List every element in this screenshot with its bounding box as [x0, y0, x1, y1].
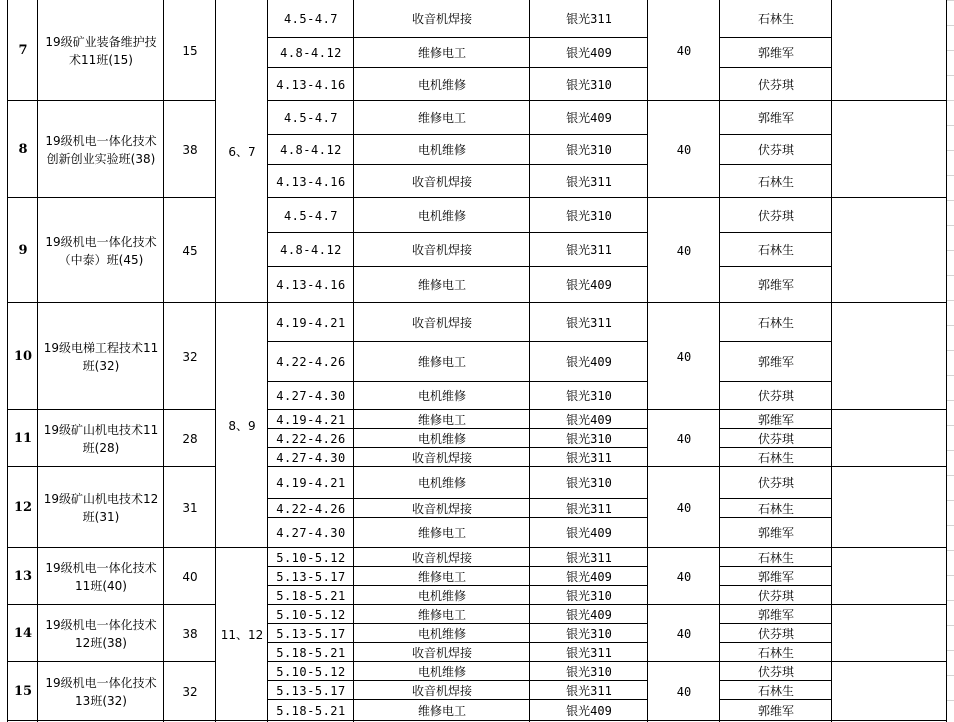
hours: 40 [676, 500, 692, 515]
class-name: 19级机电一体化技术12班(38) [45, 617, 157, 650]
row-divider [720, 699, 832, 700]
row-number: 8 [18, 141, 28, 157]
row-divider [947, 100, 954, 101]
class-name: 19级机电一体化技术创新创业实验班(38) [45, 133, 157, 166]
session-teacher: 伏芬琪 [757, 77, 794, 92]
session-dates: 4.8-4.12 [280, 46, 342, 60]
row-divider [947, 400, 954, 401]
row-divider [268, 164, 648, 165]
row-divider [268, 134, 648, 135]
row-divider [8, 604, 216, 605]
session-dates: 5.18-5.21 [276, 645, 346, 660]
session-course: 维修电工 [417, 526, 466, 540]
row-divider [947, 275, 954, 276]
session-dates: 5.13-5.17 [276, 569, 346, 584]
row-number: 10 [13, 348, 33, 364]
class-name: 19级矿山机电技术11班(28) [43, 422, 159, 455]
row-number: 9 [18, 242, 28, 258]
student-count: 32 [182, 349, 198, 364]
row-divider [947, 675, 954, 676]
row-divider [268, 409, 947, 410]
remark-cell [832, 0, 947, 101]
hours: 40 [676, 431, 692, 446]
session-teacher: 伏芬琪 [757, 476, 794, 490]
session-teacher: 郭维军 [757, 526, 794, 540]
session-room: 银光409 [566, 412, 612, 427]
session-dates: 4.13-4.16 [276, 278, 346, 292]
remark-cell [832, 198, 947, 303]
row-divider [8, 547, 216, 548]
session-dates: 5.13-5.17 [276, 626, 346, 641]
session-dates: 5.13-5.17 [276, 683, 346, 698]
session-dates: 4.27-4.30 [276, 526, 346, 540]
row-divider [720, 164, 832, 165]
session-dates: 4.22-4.26 [276, 431, 346, 446]
hours: 40 [676, 626, 692, 641]
session-room: 银光311 [566, 174, 612, 189]
row-divider [947, 0, 954, 1]
student-count: 45 [182, 243, 198, 258]
column-divider [719, 0, 720, 722]
row-divider [268, 566, 648, 567]
session-room: 银光310 [566, 626, 612, 641]
row-divider [947, 50, 954, 51]
column-divider [831, 0, 832, 722]
class-name: 19级矿山机电技术12班(31) [43, 491, 159, 524]
row-divider [947, 325, 954, 326]
remark-cell [832, 410, 947, 467]
session-course: 电机维修 [417, 208, 466, 223]
row-divider [268, 232, 648, 233]
row-divider [8, 197, 216, 198]
row-divider [720, 341, 832, 342]
row-divider [947, 25, 954, 26]
remark-cell [832, 605, 947, 662]
row-divider [8, 100, 216, 101]
session-teacher: 郭维军 [757, 278, 794, 292]
row-divider [268, 699, 648, 700]
session-dates: 4.22-4.26 [276, 355, 346, 369]
row-divider [720, 585, 832, 586]
session-teacher: 伏芬琪 [757, 143, 794, 157]
remark-cell [832, 303, 947, 410]
session-teacher: 郭维军 [757, 704, 794, 718]
session-dates: 5.10-5.12 [276, 664, 346, 679]
student-count: 38 [182, 142, 198, 157]
student-count: 32 [182, 685, 198, 699]
session-teacher: 石林生 [757, 12, 794, 26]
session-room: 银光311 [566, 501, 612, 516]
session-course: 收音机焊接 [411, 12, 472, 26]
session-course: 维修电工 [417, 46, 466, 60]
student-count: 31 [182, 500, 198, 515]
row-divider [8, 661, 216, 662]
session-teacher: 伏芬琪 [757, 588, 794, 603]
session-course: 维修电工 [417, 355, 466, 369]
session-teacher: 郭维军 [757, 111, 794, 125]
hours: 40 [676, 243, 692, 258]
session-teacher: 伏芬琪 [757, 626, 794, 641]
row-divider [268, 341, 648, 342]
row-divider [947, 250, 954, 251]
session-dates: 4.5-4.7 [283, 111, 339, 125]
session-dates: 4.8-4.12 [280, 243, 342, 257]
row-divider [268, 623, 648, 624]
row-divider [947, 475, 954, 476]
session-dates: 4.27-4.30 [276, 450, 346, 465]
session-course: 电机维修 [417, 476, 466, 490]
session-room: 银光311 [566, 12, 612, 26]
session-room: 银光310 [566, 476, 612, 490]
remark-cell [832, 467, 947, 548]
row-divider [947, 650, 954, 651]
row-divider [720, 232, 832, 233]
row-divider [947, 625, 954, 626]
row-divider [268, 37, 648, 38]
column-divider [7, 0, 8, 722]
week-numbers: 8、9 [228, 418, 256, 433]
session-room: 银光311 [566, 550, 612, 565]
student-count: 28 [182, 431, 198, 446]
session-course: 收音机焊接 [411, 450, 472, 465]
class-name: 19级电梯工程技术11班(32) [43, 340, 159, 373]
session-room: 银光409 [566, 46, 612, 60]
row-divider [268, 428, 648, 429]
column-divider [647, 0, 648, 722]
column-divider [163, 0, 164, 722]
session-course: 维修电工 [417, 607, 466, 622]
row-divider [268, 604, 947, 605]
session-teacher: 石林生 [757, 683, 794, 698]
session-dates: 4.22-4.26 [276, 501, 346, 516]
class-name: 19级机电一体化技术11班(40) [45, 560, 157, 593]
session-teacher: 石林生 [757, 550, 794, 565]
hours: 40 [676, 349, 692, 364]
session-room: 银光409 [566, 704, 612, 718]
session-room: 银光310 [566, 143, 612, 157]
session-teacher: 郭维军 [757, 607, 794, 622]
row-divider [947, 525, 954, 526]
row-divider [268, 547, 947, 548]
row-divider [268, 498, 648, 499]
hours: 40 [676, 685, 692, 699]
session-room: 银光311 [566, 243, 612, 257]
session-room: 银光311 [566, 315, 612, 330]
session-room: 银光311 [566, 683, 612, 698]
row-divider [216, 302, 268, 303]
session-course: 电机维修 [417, 664, 466, 679]
session-course: 电机维修 [417, 143, 466, 157]
row-divider [720, 517, 832, 518]
row-divider [720, 134, 832, 135]
row-divider [947, 550, 954, 551]
session-room: 银光310 [566, 389, 612, 403]
row-divider [216, 547, 268, 548]
row-divider [268, 302, 947, 303]
session-course: 电机维修 [417, 626, 466, 641]
row-divider [947, 700, 954, 701]
row-divider [947, 575, 954, 576]
week-numbers: 6、7 [228, 144, 256, 159]
row-divider [8, 466, 216, 467]
session-teacher: 石林生 [757, 243, 794, 257]
row-number: 11 [13, 430, 33, 446]
session-dates: 4.19-4.21 [276, 476, 346, 490]
row-divider [720, 566, 832, 567]
session-course: 电机维修 [417, 431, 466, 446]
column-divider [37, 0, 38, 722]
row-divider [268, 100, 947, 101]
week-numbers: 11、12 [220, 628, 264, 642]
row-number: 12 [13, 499, 33, 515]
row-divider [720, 67, 832, 68]
session-room: 银光409 [566, 569, 612, 584]
session-teacher: 石林生 [757, 174, 794, 189]
session-dates: 5.10-5.12 [276, 550, 346, 565]
session-dates: 5.10-5.12 [276, 607, 346, 622]
row-divider [947, 300, 954, 301]
row-divider [8, 720, 947, 721]
session-teacher: 伏芬琪 [757, 389, 794, 403]
session-dates: 4.13-4.16 [276, 174, 346, 189]
session-teacher: 郭维军 [757, 355, 794, 369]
row-divider [947, 600, 954, 601]
row-number: 15 [13, 684, 33, 699]
session-course: 收音机焊接 [411, 501, 472, 516]
student-count: 40 [182, 569, 198, 584]
session-teacher: 伏芬琪 [757, 208, 794, 223]
session-teacher: 郭维军 [757, 46, 794, 60]
row-divider [947, 500, 954, 501]
student-count: 15 [182, 43, 198, 58]
session-teacher: 伏芬琪 [757, 664, 794, 679]
row-divider [947, 200, 954, 201]
session-room: 银光409 [566, 607, 612, 622]
column-divider [267, 0, 268, 722]
session-course: 维修电工 [417, 111, 466, 125]
row-divider [8, 409, 216, 410]
session-course: 维修电工 [417, 569, 466, 584]
row-divider [947, 425, 954, 426]
hours: 40 [676, 43, 692, 58]
row-divider [947, 225, 954, 226]
session-room: 银光310 [566, 588, 612, 603]
session-dates: 4.5-4.7 [283, 12, 339, 26]
session-course: 收音机焊接 [411, 645, 472, 660]
row-divider [268, 466, 947, 467]
row-divider [720, 642, 832, 643]
row-divider [268, 585, 648, 586]
row-divider [947, 150, 954, 151]
row-divider [268, 67, 648, 68]
column-divider [529, 0, 530, 722]
session-course: 收音机焊接 [411, 243, 472, 257]
class-name: 19级矿业装备维护技术11班(15) [45, 34, 157, 67]
row-number: 7 [18, 42, 28, 58]
column-divider [215, 0, 216, 722]
session-dates: 5.18-5.21 [276, 704, 346, 718]
session-course: 收音机焊接 [411, 683, 472, 698]
session-teacher: 石林生 [757, 645, 794, 660]
hours: 40 [676, 569, 692, 584]
session-room: 银光409 [566, 526, 612, 540]
row-number: 14 [13, 625, 33, 641]
remark-cell [832, 662, 947, 722]
session-teacher: 郭维军 [757, 569, 794, 584]
student-count: 38 [182, 626, 198, 641]
session-dates: 4.5-4.7 [283, 208, 339, 223]
session-course: 维修电工 [417, 278, 466, 292]
session-course: 收音机焊接 [411, 550, 472, 565]
session-teacher: 郭维军 [757, 412, 794, 427]
session-dates: 4.13-4.16 [276, 77, 346, 92]
session-dates: 4.19-4.21 [276, 412, 346, 427]
row-divider [720, 37, 832, 38]
session-teacher: 伏芬琪 [757, 431, 794, 446]
row-divider [947, 350, 954, 351]
session-room: 银光310 [566, 208, 612, 223]
class-name: 19级机电一体化技术13班(32) [45, 676, 157, 708]
row-divider [268, 447, 648, 448]
session-dates: 4.8-4.12 [280, 143, 342, 157]
remark-cell [832, 101, 947, 198]
session-room: 银光310 [566, 431, 612, 446]
row-divider [947, 175, 954, 176]
session-course: 电机维修 [417, 588, 466, 603]
row-divider [720, 623, 832, 624]
session-room: 银光310 [566, 664, 612, 679]
session-course: 维修电工 [417, 704, 466, 718]
session-dates: 4.19-4.21 [276, 315, 346, 330]
row-divider [268, 642, 648, 643]
session-room: 银光409 [566, 355, 612, 369]
row-divider [947, 125, 954, 126]
row-divider [268, 661, 947, 662]
hours: 40 [676, 142, 692, 157]
session-teacher: 石林生 [757, 315, 794, 330]
row-divider [268, 381, 648, 382]
session-course: 电机维修 [417, 389, 466, 403]
row-divider [947, 375, 954, 376]
session-teacher: 石林生 [757, 501, 794, 516]
session-dates: 5.18-5.21 [276, 588, 346, 603]
session-room: 银光310 [566, 77, 612, 92]
session-room: 银光311 [566, 450, 612, 465]
class-name: 19级机电一体化技术（中泰）班(45) [45, 234, 157, 267]
session-course: 收音机焊接 [411, 174, 472, 189]
row-divider [720, 680, 832, 681]
session-teacher: 石林生 [757, 450, 794, 465]
row-number: 13 [13, 568, 33, 584]
row-divider [720, 428, 832, 429]
row-divider [720, 447, 832, 448]
remark-cell [832, 548, 947, 605]
row-divider [268, 680, 648, 681]
row-divider [268, 197, 947, 198]
row-divider [947, 75, 954, 76]
row-divider [8, 302, 216, 303]
session-room: 银光311 [566, 645, 612, 660]
row-divider [720, 381, 832, 382]
column-divider [946, 0, 947, 722]
row-divider [720, 498, 832, 499]
row-divider [720, 266, 832, 267]
session-course: 电机维修 [417, 77, 466, 92]
row-divider [947, 450, 954, 451]
session-room: 银光409 [566, 278, 612, 292]
session-dates: 4.27-4.30 [276, 389, 346, 403]
row-divider [268, 517, 648, 518]
session-course: 维修电工 [417, 412, 466, 427]
column-divider [353, 0, 354, 722]
session-room: 银光409 [566, 111, 612, 125]
row-divider [268, 266, 648, 267]
session-course: 收音机焊接 [411, 315, 472, 330]
